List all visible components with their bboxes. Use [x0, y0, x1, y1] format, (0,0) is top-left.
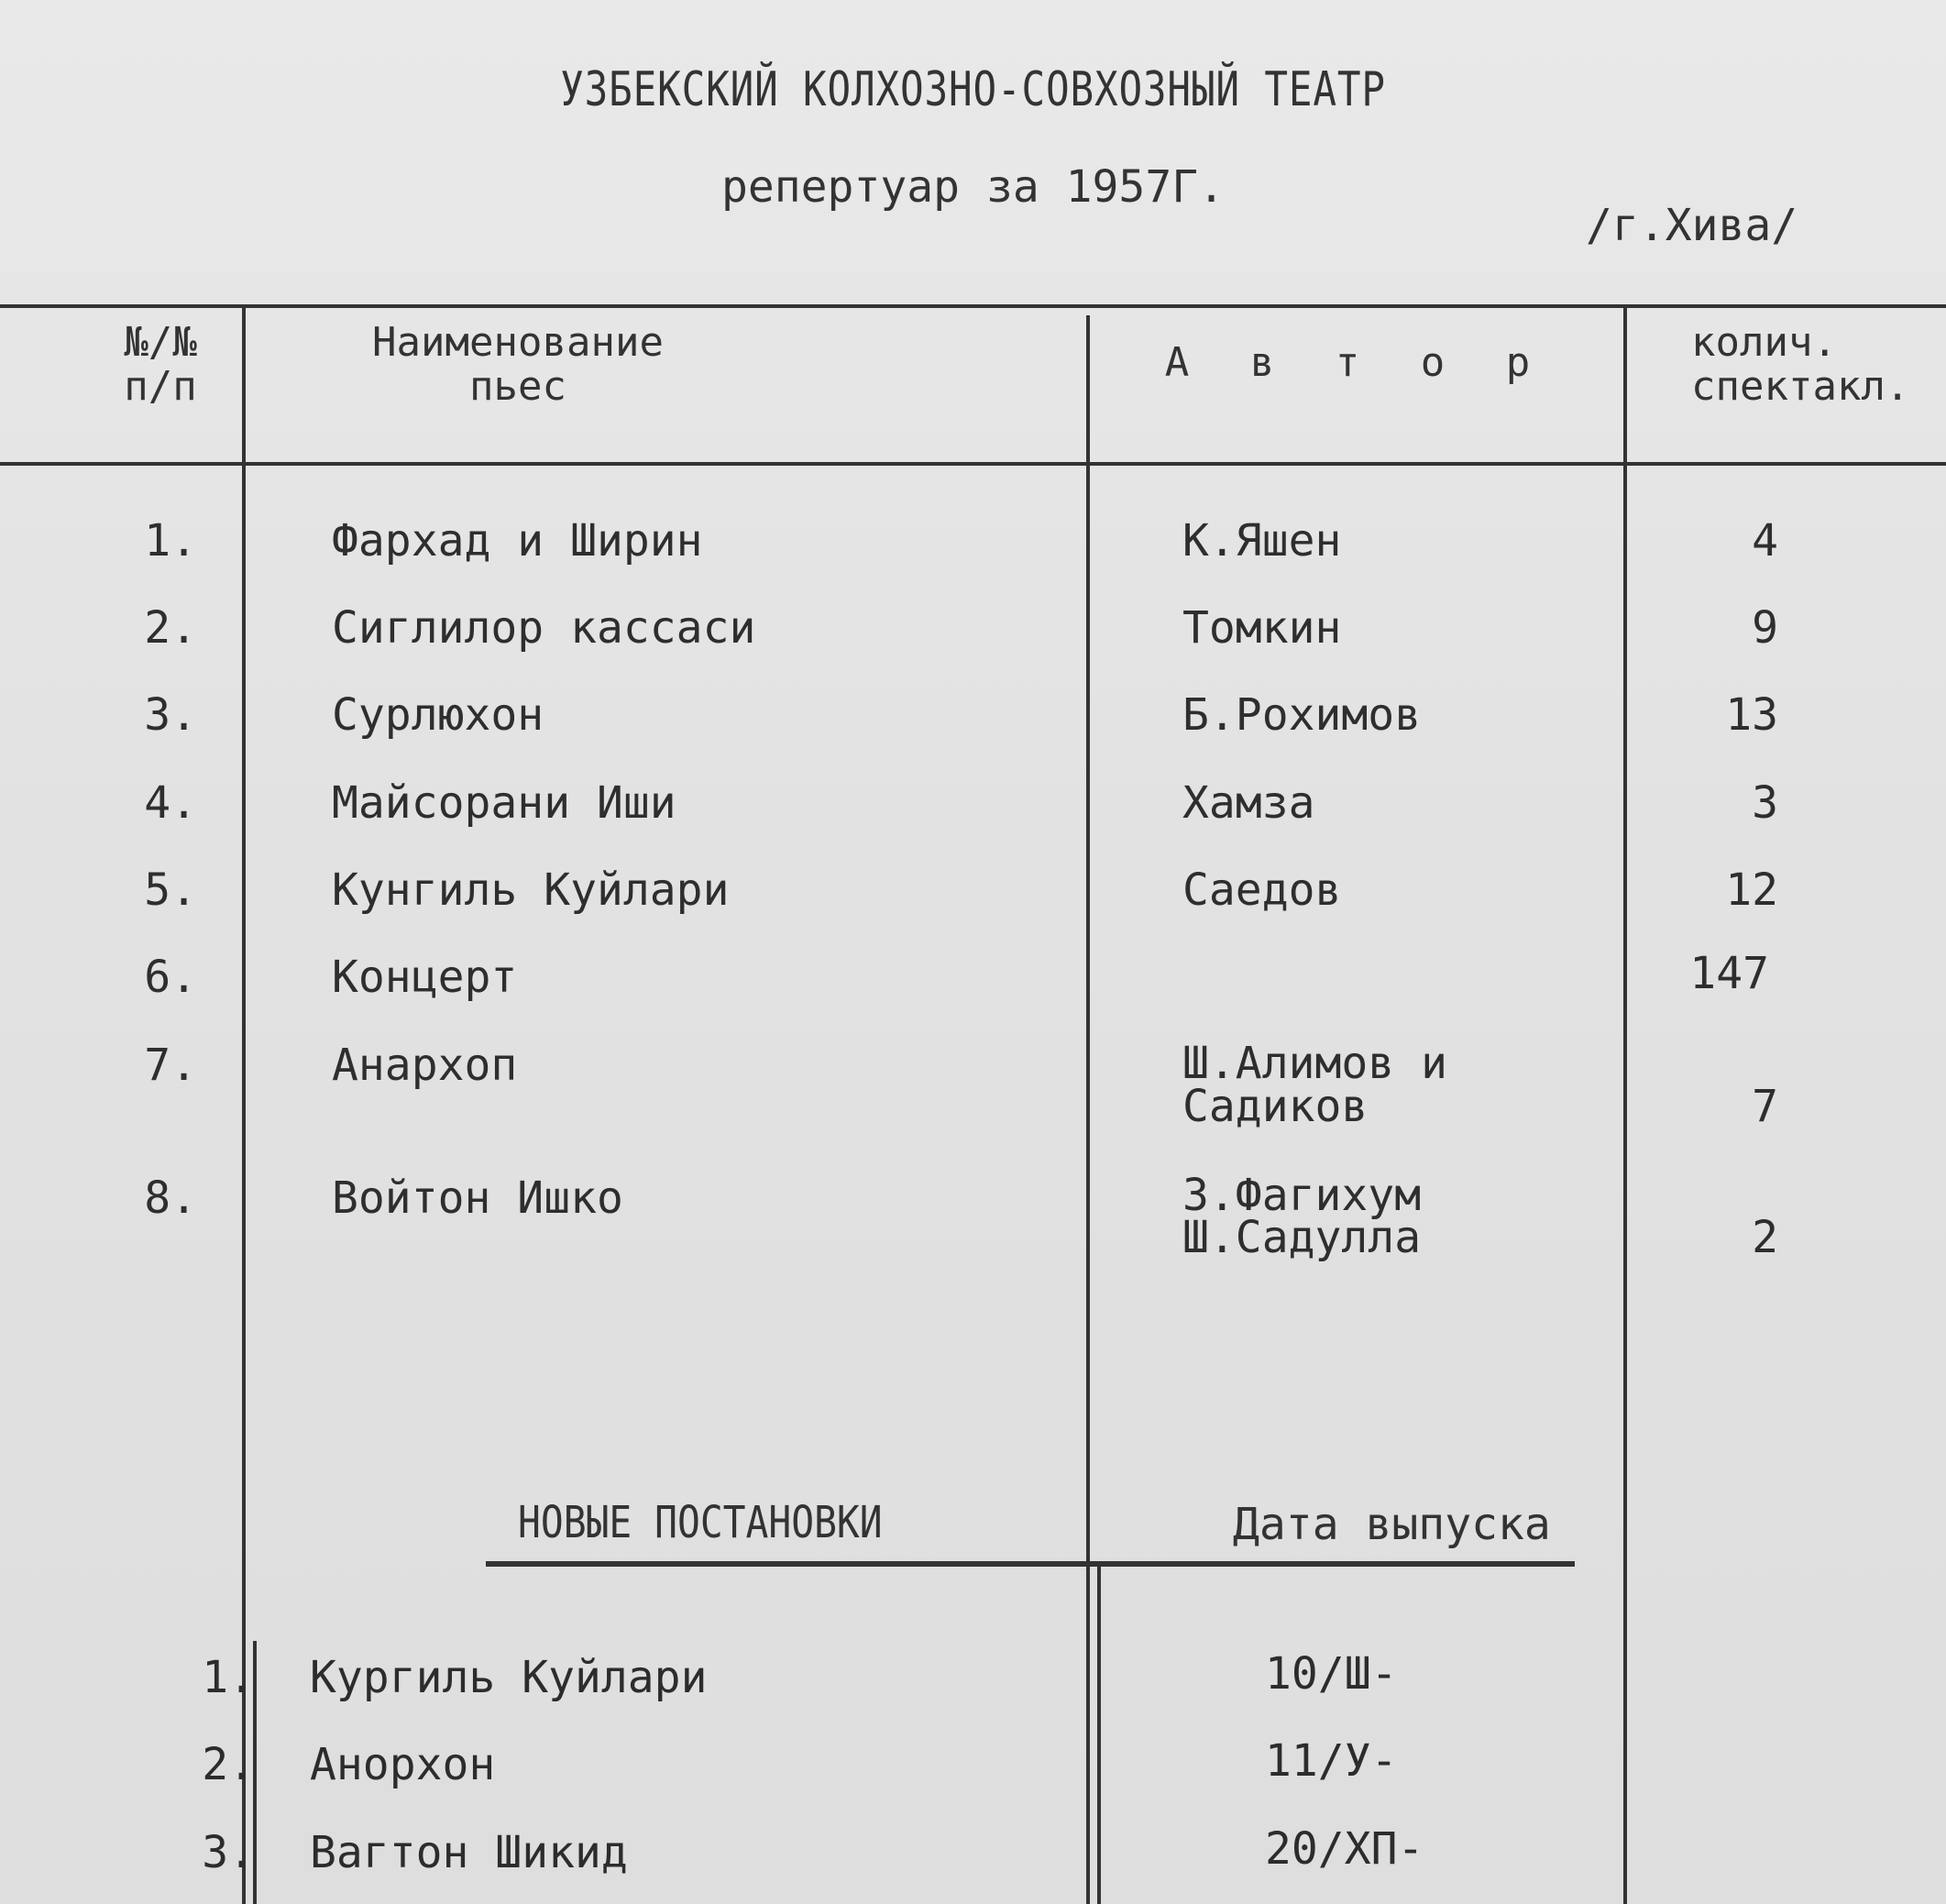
column-divider-2 [1086, 315, 1090, 1904]
row-num: 7. [144, 1040, 197, 1091]
new-production-name: Анорхон [310, 1739, 496, 1790]
row-count: 9 [1752, 602, 1778, 654]
new-productions-rule [486, 1561, 1575, 1567]
row-author: Ш.Алимов и [1182, 1038, 1447, 1089]
header-count-line1: колич. [1691, 319, 1837, 366]
row-author: Томкин [1182, 602, 1342, 654]
table-header-rule [0, 462, 1946, 466]
row-name: Майсорани Иши [332, 777, 676, 829]
row-count: 4 [1752, 515, 1778, 567]
row-author-line2: Ш.Садулла [1182, 1212, 1422, 1263]
header-count-line2: спектакл. [1691, 363, 1910, 410]
row-count: 147 [1689, 948, 1769, 999]
row-name: Концерт [332, 952, 518, 1003]
header-count [1691, 321, 1909, 409]
table-top-rule [0, 304, 1946, 308]
new-production-name: Вагтон Шикид [310, 1827, 628, 1878]
row-author: К.Яшен [1182, 515, 1342, 567]
row-num: 3. [144, 689, 197, 741]
new-productions-title: НОВЫЕ ПОСТАНОВКИ [518, 1497, 883, 1548]
row-num: 8. [144, 1172, 197, 1224]
row-author: Саедов [1182, 864, 1342, 916]
header-num [101, 321, 220, 409]
new-production-date: 10/Ш- [1265, 1648, 1398, 1700]
header-author: А в т о р [1164, 339, 1549, 386]
row-name: Фархад и Ширин [332, 515, 703, 567]
row-name: Сурлюхон [332, 689, 544, 741]
row-author: Б.Рохимов [1182, 689, 1422, 741]
document-subtitle: репертуар за 1957Г. [720, 161, 1226, 213]
row-num: 2. [144, 602, 197, 654]
new-production-date: 20/ХП- [1265, 1823, 1424, 1875]
new-production-date: 11/У- [1265, 1735, 1398, 1787]
header-name-line1: Наименование [372, 319, 664, 366]
document-title: УЗБЕКСКИЙ КОЛХОЗНО-СОВХОЗНЫЙ ТЕАТР [560, 62, 1386, 117]
header-name [330, 321, 706, 409]
row-name: Кунгиль Куйлари [332, 864, 730, 916]
row-num: 6. [144, 952, 197, 1003]
header-num-line1: №/№ [124, 319, 197, 366]
new-production-name: Кургиль Куйлари [310, 1652, 708, 1703]
city-label: /г.Хива/ [1586, 200, 1798, 251]
row-num: 5. [144, 864, 197, 916]
new-production-num: 3. [202, 1827, 255, 1878]
row-num: 4. [144, 777, 197, 829]
new-production-num: 2. [202, 1739, 255, 1790]
header-name-line2: пьес [469, 363, 566, 410]
release-date-label: Дата выпуска [1233, 1499, 1551, 1550]
header-num-line2: п/п [124, 363, 197, 410]
row-count: 7 [1752, 1081, 1778, 1132]
row-count: 2 [1752, 1212, 1778, 1263]
row-name: Сиглилор кассаси [332, 602, 756, 654]
new-production-num: 1. [202, 1652, 255, 1703]
row-num: 1. [144, 515, 197, 567]
row-name: Войтон Ишко [332, 1172, 623, 1224]
row-author: З.Фагихум [1182, 1170, 1422, 1221]
row-author-line2: Садиков [1182, 1081, 1369, 1132]
row-count: 12 [1725, 864, 1778, 916]
row-name: Анархоп [332, 1040, 518, 1091]
row-count: 13 [1725, 689, 1778, 741]
row-author: Хамза [1182, 777, 1315, 829]
new-productions-divider [1097, 1564, 1101, 1904]
row-count: 3 [1752, 777, 1778, 829]
column-divider-3 [1623, 306, 1627, 1904]
